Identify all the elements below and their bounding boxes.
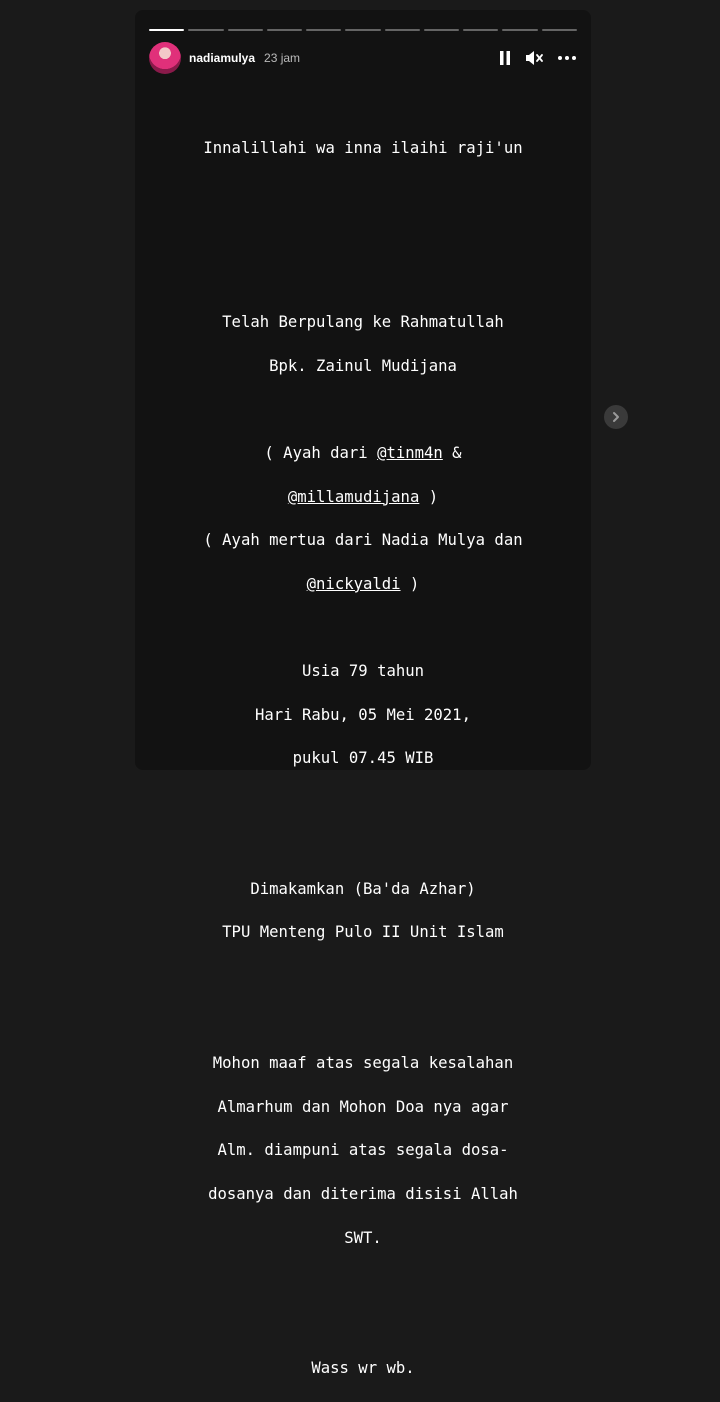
- text-line: Innalillahi wa inna ilaihi raji'un: [203, 138, 523, 157]
- spacer: [135, 1271, 591, 1293]
- avatar[interactable]: [149, 42, 181, 74]
- mention-link[interactable]: @tinm4n: [377, 443, 443, 462]
- spacer: [135, 269, 591, 291]
- text-line: dosanya dan diterima disisi Allah: [208, 1185, 518, 1204]
- spacer: [135, 181, 591, 203]
- text-line: Mohon maaf atas segala kesalahan: [212, 1054, 514, 1073]
- text-fragment: ): [419, 487, 439, 506]
- text-fragment: ( Ayah dari: [264, 443, 378, 462]
- text-line: Bpk. Zainul Mudijana: [269, 356, 457, 375]
- mention-link[interactable]: @nickyaldi: [306, 574, 401, 593]
- text-line: Dimakamkan (Ba'da Azhar): [250, 879, 476, 898]
- text-line: Alm. diampuni atas segala dosa-: [217, 1141, 509, 1160]
- story-progress-bar: [149, 29, 577, 31]
- text-line: pukul 07.45 WIB: [292, 749, 434, 768]
- text-line: SWT.: [344, 1228, 382, 1247]
- progress-segment: [267, 29, 302, 31]
- progress-segment: [149, 29, 184, 31]
- progress-segment: [463, 29, 498, 31]
- spacer: [135, 225, 591, 247]
- username[interactable]: nadiamulya: [189, 51, 256, 65]
- spacer: [135, 399, 591, 421]
- text-line: [135, 443, 591, 465]
- pause-icon[interactable]: [499, 51, 511, 65]
- more-dots-icon[interactable]: [557, 55, 577, 61]
- text-line: Telah Berpulang ke Rahmatullah: [222, 313, 504, 332]
- story-text-content: [135, 116, 591, 1402]
- spacer: [135, 966, 591, 988]
- spacer: [135, 1010, 591, 1032]
- text-fragment: &: [442, 443, 462, 462]
- text-line: Hari Rabu, 05 Mei 2021,: [255, 705, 471, 724]
- progress-segment: [385, 29, 420, 31]
- progress-segment: [188, 29, 223, 31]
- speaker-muted-icon[interactable]: [525, 50, 543, 66]
- spacer: [135, 617, 591, 639]
- text-fragment: ): [400, 574, 420, 593]
- text-line: Usia 79 tahun: [301, 661, 425, 680]
- spacer: [135, 835, 591, 857]
- story-header: [149, 42, 577, 74]
- spacer: [135, 792, 591, 814]
- text-line: [135, 487, 591, 509]
- progress-segment: [424, 29, 459, 31]
- text-line: TPU Menteng Pulo II Unit Islam: [222, 923, 504, 942]
- text-line: [135, 574, 591, 596]
- story-viewer[interactable]: [135, 10, 591, 1378]
- story-timestamp: 23 jam: [264, 51, 301, 65]
- text-line: Almarhum dan Mohon Doa nya agar: [217, 1097, 509, 1116]
- chevron-right-icon: [611, 411, 621, 423]
- text-line: Wass wr wb.: [311, 1359, 415, 1378]
- text-line: ( Ayah mertua dari Nadia Mulya dan: [203, 531, 523, 550]
- progress-segment: [542, 29, 577, 31]
- next-story-button[interactable]: [604, 405, 628, 429]
- story-controls: [499, 50, 577, 66]
- progress-segment: [345, 29, 380, 31]
- progress-segment: [306, 29, 341, 31]
- mention-link[interactable]: @millamudijana: [287, 487, 420, 506]
- progress-segment: [228, 29, 263, 31]
- spacer: [135, 1315, 591, 1337]
- progress-segment: [502, 29, 537, 31]
